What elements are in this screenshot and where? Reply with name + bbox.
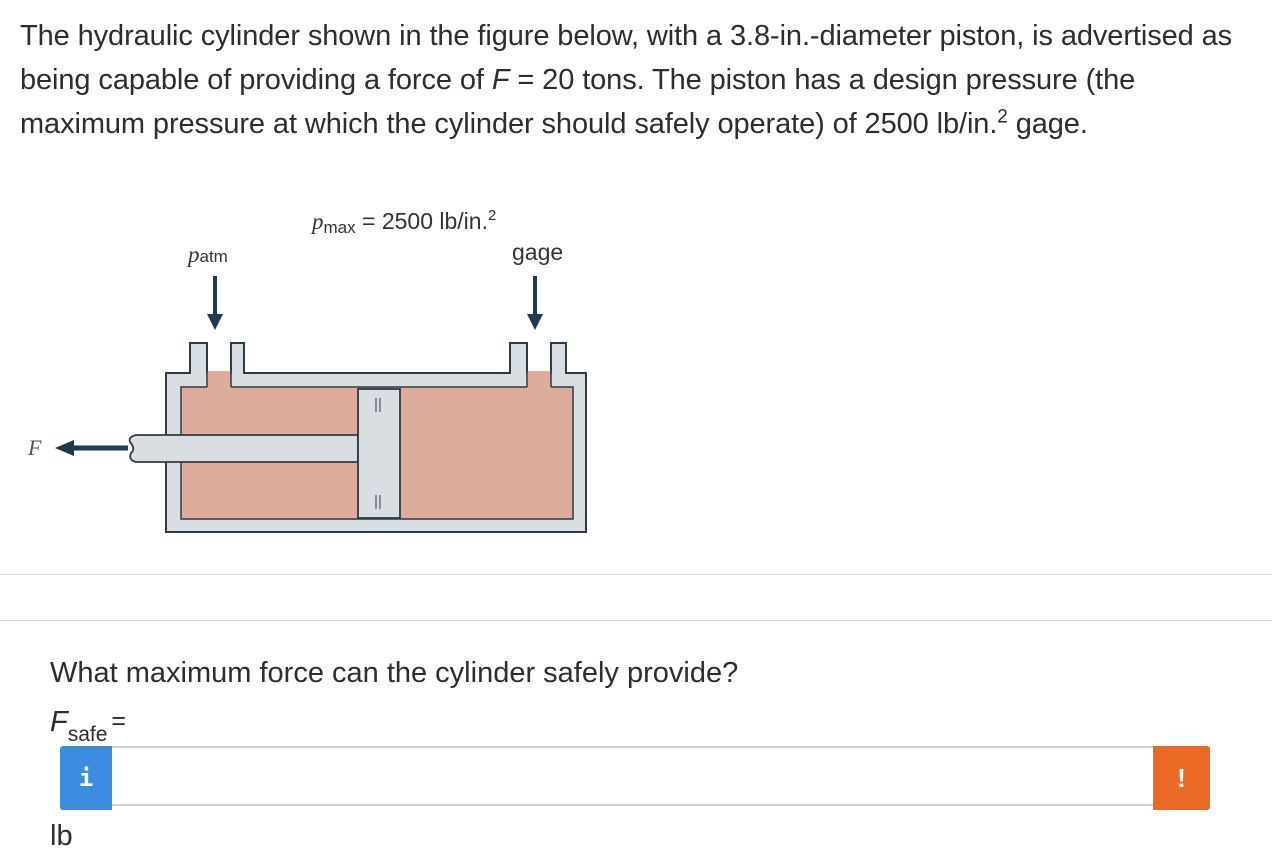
problem-text-3: gage. [1007, 108, 1088, 140]
piston-head [358, 389, 400, 518]
gage-label: gage [512, 239, 564, 265]
info-button[interactable] [60, 746, 112, 810]
left-port [207, 371, 231, 389]
force-arrow [55, 440, 128, 456]
divider-top [0, 574, 1272, 575]
answer-input[interactable] [112, 746, 1153, 806]
alert-button[interactable] [1153, 746, 1210, 810]
problem-exponent: 2 [997, 106, 1008, 128]
answer-row [60, 746, 1210, 810]
p-atm-label: patm [188, 242, 228, 267]
answer-variable-label: $F_{safe}$ = [50, 706, 127, 746]
hydraulic-cylinder-diagram [0, 192, 620, 542]
problem-text-2: = 20 tons. The piston has a design pressure (the maximum pressure at which the cylinder should safely operate) of 2500 lb/in. [20, 64, 1136, 140]
p-atm-arrow [207, 276, 223, 330]
force-symbol: F [491, 64, 510, 96]
problem-text-1: The hydraulic cylinder shown in the figure below, with a 3.8-in.-diameter piston, is advertised as being capable of providing a force of [20, 20, 1233, 96]
p-max-label: pmax = 2500 lb/in.$^2$ [312, 207, 497, 237]
divider-bottom [0, 620, 1272, 621]
question-prompt: What maximum force can the cylinder safely provide? [50, 657, 739, 689]
info-icon: i [78, 764, 94, 792]
force-label: F [28, 435, 42, 460]
unit-label: lb [50, 820, 73, 852]
p-max-arrow [527, 276, 543, 330]
right-port [527, 371, 551, 389]
alert-icon: ! [1177, 762, 1186, 793]
problem-statement [20, 14, 1250, 146]
piston-rod [130, 435, 358, 462]
